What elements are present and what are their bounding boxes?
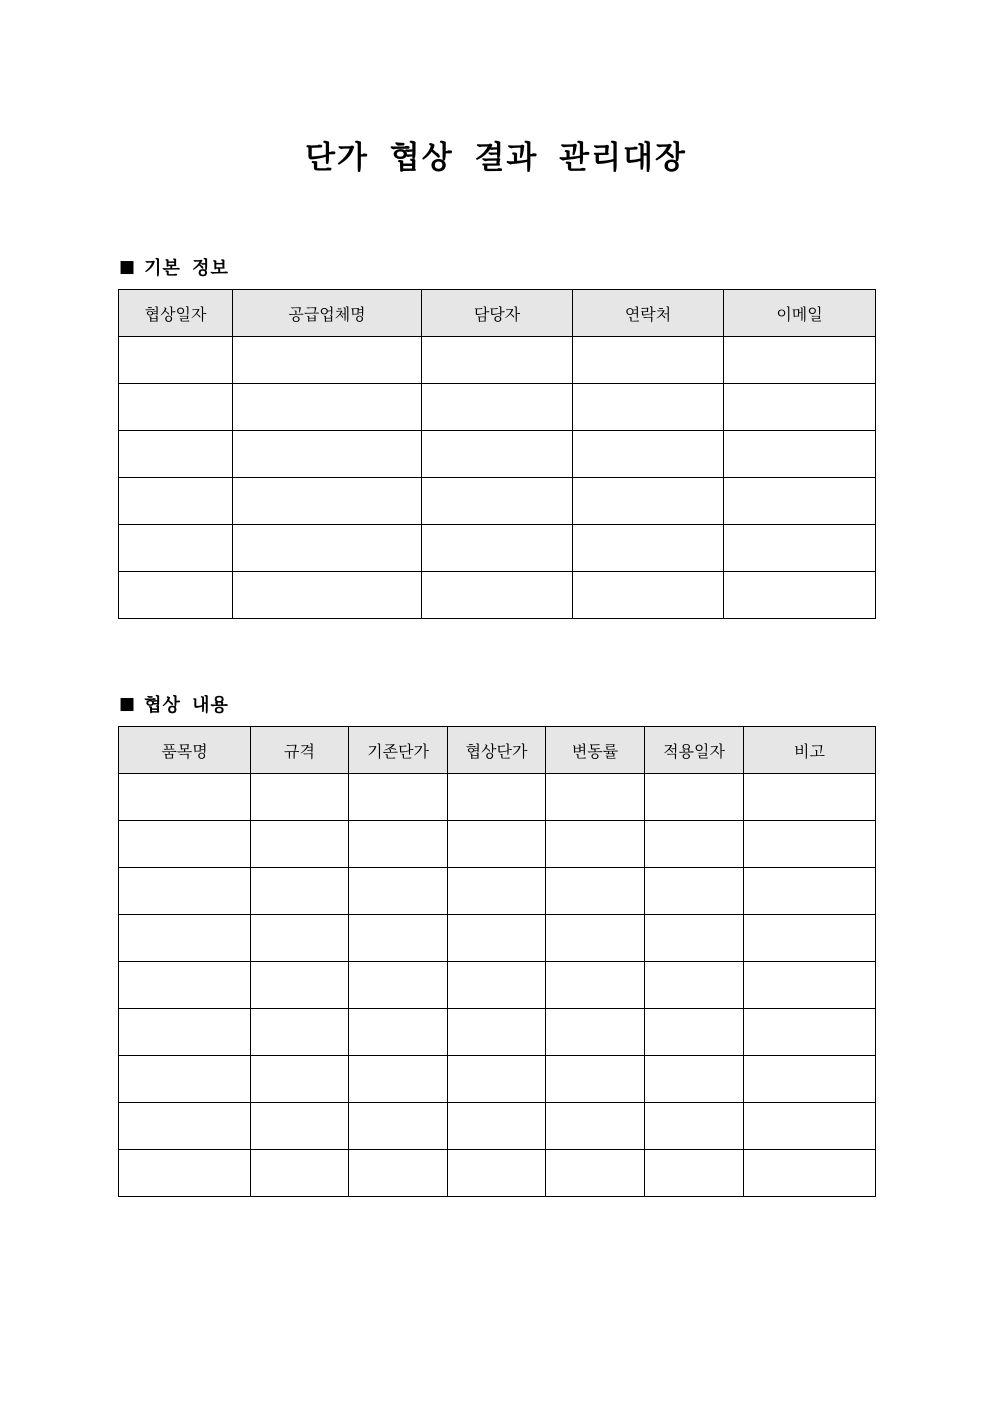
table-cell[interactable] bbox=[724, 384, 876, 431]
table-cell[interactable] bbox=[724, 431, 876, 478]
table-cell[interactable] bbox=[744, 1150, 876, 1197]
table-header-row bbox=[119, 290, 876, 337]
table-cell[interactable] bbox=[448, 962, 546, 1009]
table-cell[interactable] bbox=[119, 1056, 251, 1103]
table-cell[interactable] bbox=[645, 821, 744, 868]
table-cell[interactable] bbox=[119, 962, 251, 1009]
table-cell[interactable] bbox=[422, 572, 573, 619]
table-row bbox=[119, 868, 876, 915]
table-row bbox=[119, 915, 876, 962]
table-cell[interactable] bbox=[251, 1103, 349, 1150]
table-cell[interactable] bbox=[573, 384, 724, 431]
table-cell[interactable] bbox=[573, 337, 724, 384]
table-cell[interactable] bbox=[448, 1009, 546, 1056]
table-cell[interactable] bbox=[744, 1103, 876, 1150]
table-cell[interactable] bbox=[546, 962, 645, 1009]
table-row bbox=[119, 1056, 876, 1103]
table-cell[interactable] bbox=[349, 868, 448, 915]
table-cell[interactable] bbox=[119, 572, 233, 619]
section-heading-negotiation-details bbox=[119, 691, 229, 717]
table-cell[interactable] bbox=[546, 1056, 645, 1103]
column-header: 이메일 bbox=[724, 290, 876, 337]
table-cell[interactable] bbox=[349, 1150, 448, 1197]
table-cell[interactable] bbox=[645, 774, 744, 821]
table-cell[interactable] bbox=[546, 868, 645, 915]
column-header: 협상단가 bbox=[448, 727, 546, 774]
table-cell[interactable] bbox=[119, 337, 233, 384]
table-row bbox=[119, 525, 876, 572]
table-cell[interactable] bbox=[251, 962, 349, 1009]
table-cell[interactable] bbox=[251, 1009, 349, 1056]
table-cell[interactable] bbox=[573, 525, 724, 572]
table-header-row bbox=[119, 727, 876, 774]
section-heading-label: 협상 내용 bbox=[144, 695, 229, 716]
table-cell[interactable] bbox=[546, 1150, 645, 1197]
table-cell[interactable] bbox=[119, 774, 251, 821]
table-cell[interactable] bbox=[119, 915, 251, 962]
table-cell[interactable] bbox=[119, 384, 233, 431]
column-header: 공급업체명 bbox=[233, 290, 422, 337]
table-cell[interactable] bbox=[119, 525, 233, 572]
table-cell[interactable] bbox=[233, 572, 422, 619]
table-cell[interactable] bbox=[546, 821, 645, 868]
table-cell[interactable] bbox=[546, 1103, 645, 1150]
negotiation-details-table bbox=[118, 726, 876, 1197]
table-cell[interactable] bbox=[744, 962, 876, 1009]
table-cell[interactable] bbox=[233, 525, 422, 572]
table-row bbox=[119, 478, 876, 525]
column-header: 적용일자 bbox=[645, 727, 744, 774]
section-heading-basic-info bbox=[119, 254, 229, 280]
table-cell[interactable] bbox=[119, 478, 233, 525]
table-cell[interactable] bbox=[645, 1103, 744, 1150]
table-cell[interactable] bbox=[233, 337, 422, 384]
table-cell[interactable] bbox=[422, 525, 573, 572]
table-cell[interactable] bbox=[233, 478, 422, 525]
table-cell[interactable] bbox=[546, 1009, 645, 1056]
table-cell[interactable] bbox=[349, 962, 448, 1009]
table-cell[interactable] bbox=[724, 525, 876, 572]
table-cell[interactable] bbox=[251, 821, 349, 868]
table-row bbox=[119, 1009, 876, 1056]
table-cell[interactable] bbox=[349, 915, 448, 962]
table-cell[interactable] bbox=[251, 915, 349, 962]
table-cell[interactable] bbox=[349, 1009, 448, 1056]
table-cell[interactable] bbox=[119, 1009, 251, 1056]
table-cell[interactable] bbox=[448, 1056, 546, 1103]
table-cell[interactable] bbox=[724, 572, 876, 619]
table-cell[interactable] bbox=[744, 1056, 876, 1103]
table-cell[interactable] bbox=[251, 774, 349, 821]
column-header: 규격 bbox=[251, 727, 349, 774]
square-bullet-icon: ■ bbox=[119, 694, 137, 714]
table-cell[interactable] bbox=[448, 774, 546, 821]
column-header: 품목명 bbox=[119, 727, 251, 774]
table-cell[interactable] bbox=[422, 431, 573, 478]
table-cell[interactable] bbox=[573, 478, 724, 525]
table-cell[interactable] bbox=[349, 1056, 448, 1103]
table-cell[interactable] bbox=[233, 384, 422, 431]
table-cell[interactable] bbox=[645, 915, 744, 962]
table-row bbox=[119, 774, 876, 821]
table-cell[interactable] bbox=[448, 915, 546, 962]
table-cell[interactable] bbox=[448, 1103, 546, 1150]
table-row bbox=[119, 962, 876, 1009]
table-cell[interactable] bbox=[573, 572, 724, 619]
table-row bbox=[119, 572, 876, 619]
table-cell[interactable] bbox=[645, 868, 744, 915]
table-cell[interactable] bbox=[119, 1103, 251, 1150]
table-row bbox=[119, 1150, 876, 1197]
table-row bbox=[119, 1103, 876, 1150]
table-row bbox=[119, 821, 876, 868]
table-cell[interactable] bbox=[546, 774, 645, 821]
table-cell[interactable] bbox=[349, 821, 448, 868]
table-cell[interactable] bbox=[119, 1150, 251, 1197]
table-cell[interactable] bbox=[645, 1056, 744, 1103]
table-cell[interactable] bbox=[744, 1009, 876, 1056]
table-cell[interactable] bbox=[744, 774, 876, 821]
column-header: 비고 bbox=[744, 727, 876, 774]
table-cell[interactable] bbox=[744, 821, 876, 868]
table-row bbox=[119, 337, 876, 384]
table-cell[interactable] bbox=[251, 868, 349, 915]
table-cell[interactable] bbox=[422, 384, 573, 431]
table-cell[interactable] bbox=[119, 868, 251, 915]
table-cell[interactable] bbox=[573, 431, 724, 478]
section-heading-label: 기본 정보 bbox=[144, 258, 229, 279]
table-cell[interactable] bbox=[744, 915, 876, 962]
column-header: 담당자 bbox=[422, 290, 573, 337]
table-cell[interactable] bbox=[724, 478, 876, 525]
table-cell[interactable] bbox=[645, 1150, 744, 1197]
page-title: 단가 협상 결과 관리대장 bbox=[305, 140, 687, 176]
table-cell[interactable] bbox=[251, 1150, 349, 1197]
table-cell[interactable] bbox=[119, 821, 251, 868]
column-header: 협상일자 bbox=[119, 290, 233, 337]
table-cell[interactable] bbox=[448, 1150, 546, 1197]
table-cell[interactable] bbox=[546, 915, 645, 962]
table-cell[interactable] bbox=[349, 774, 448, 821]
table-cell[interactable] bbox=[448, 821, 546, 868]
table-cell[interactable] bbox=[251, 1056, 349, 1103]
column-header: 연락처 bbox=[573, 290, 724, 337]
table-cell[interactable] bbox=[645, 1009, 744, 1056]
table-cell[interactable] bbox=[233, 431, 422, 478]
table-cell[interactable] bbox=[645, 962, 744, 1009]
table-row bbox=[119, 431, 876, 478]
table-cell[interactable] bbox=[724, 337, 876, 384]
table-cell[interactable] bbox=[119, 431, 233, 478]
column-header: 기존단가 bbox=[349, 727, 448, 774]
table-cell[interactable] bbox=[422, 478, 573, 525]
square-bullet-icon: ■ bbox=[119, 257, 137, 277]
table-cell[interactable] bbox=[422, 337, 573, 384]
table-cell[interactable] bbox=[448, 868, 546, 915]
column-header: 변동률 bbox=[546, 727, 645, 774]
basic-info-table bbox=[118, 289, 876, 619]
table-cell[interactable] bbox=[349, 1103, 448, 1150]
table-cell[interactable] bbox=[744, 868, 876, 915]
table-row bbox=[119, 384, 876, 431]
